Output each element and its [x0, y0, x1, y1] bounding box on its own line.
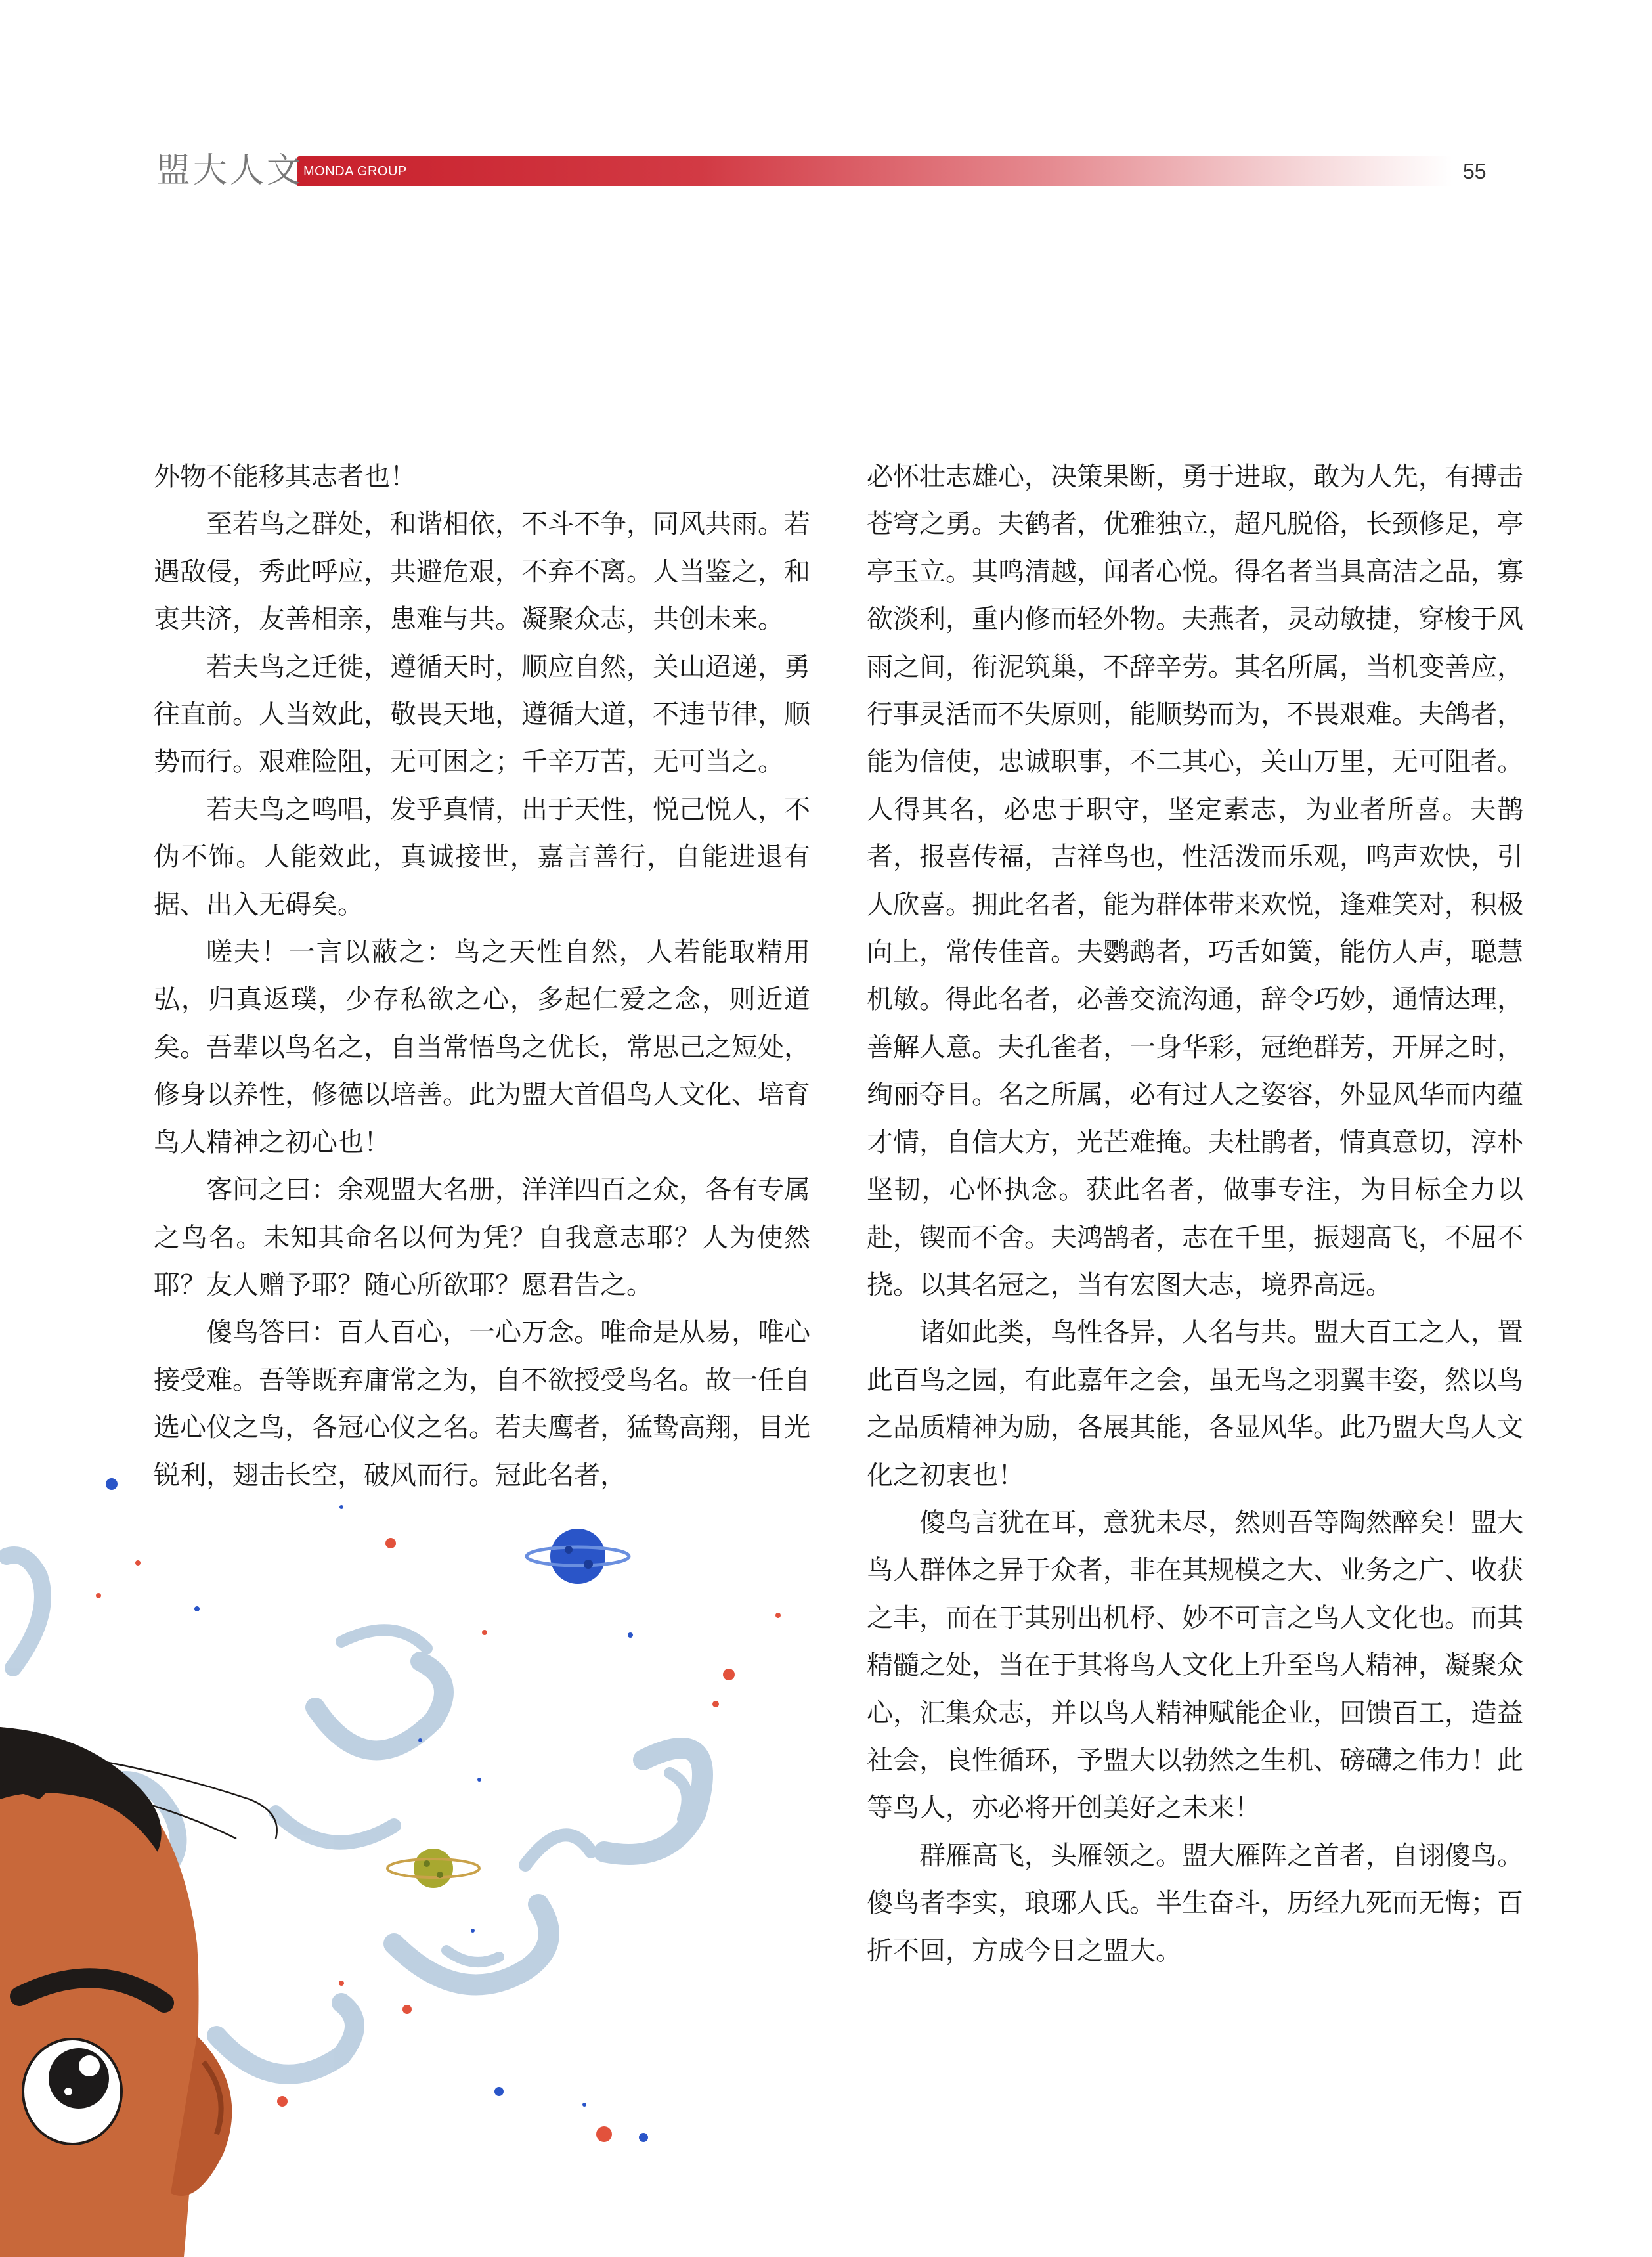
- page-number: 55: [1463, 160, 1487, 183]
- paragraph: 外物不能移其志者也！: [154, 462, 416, 492]
- paragraph: 嗟夫！一言以蔽之：鸟之天性自然，人若能取精用弘，归真返璞，少存私欲之心，多起仁爱之念，则近道矣。吾辈以鸟名之，自当常悟鸟之优长，常思己之短处，修身以养性，修德以培善。此为盟大首倡鸟人文化、培育鸟人精神之初心也！: [154, 937, 810, 1158]
- right-text-column: [867, 453, 1523, 1975]
- green-planet-icon: [387, 1849, 479, 1888]
- boy-head: [0, 1727, 232, 2257]
- section-title: 盟大人文: [156, 151, 304, 190]
- paragraph: 傻鸟答曰：百人百心，一心万念。唯命是从易，唯心接受难。吾等既弃庸常之为，自不欲授受鸟名。故一任自选心仪之鸟，各冠心仪之名。若夫鹰者，猛鸷高翔，目光锐利，翅击长空，破风而行。冠此名者，: [154, 1317, 810, 1491]
- header-accent-bar: [297, 156, 1452, 186]
- paragraph: 傻鸟言犹在耳，意犹未尽，然则吾等陶然醉矣！盟大鸟人群体之异于众者，非在其规模之大、业务之广、收获之丰，而在于其别出机杼、妙不可言之鸟人文化也。而其精髓之处，当在于其将鸟人文化上升至鸟人精神，凝聚众心，汇集众志，并以鸟人精神赋能企业，回馈百工，造益社会，良性循环，予盟大以勃然之生机、磅礴之伟力！此等鸟人，亦必将开创美好之未来！: [867, 1507, 1523, 1824]
- space-boy-illustration: [0, 1445, 840, 2257]
- paragraph: 若夫鸟之迁徙，遵循天时，顺应自然，关山迢递，勇往直前。人当效此，敬畏天地，遵循大道，不违节律，顺势而行。艰难险阻，无可困之；千辛万苦，无可当之。: [154, 651, 810, 778]
- paragraph: 必怀壮志雄心，决策果断，勇于进取，敢为人先，有搏击苍穹之勇。夫鹤者，优雅独立，超凡脱俗，长颈修足，亭亭玉立。其鸣清越，闻者心悦。得名者当具高洁之品，寡欲淡利，重内修而轻外物。夫燕者，灵动敏捷，穿梭于风雨之间，衔泥筑巢，不辞辛劳。其名所属，当机变善应，行事灵活而不失原则，能顺势而为，不畏艰难。夫鸽者，能为信使，忠诚职事，不二其心，关山万里，无可阻者。人得其名，必忠于职守，坚定素志，为业者所喜。夫鹊者，报喜传福，吉祥鸟也，性活泼而乐观，鸣声欢快，引人欣喜。拥此名者，能为群体带来欢悦，逢难笑对，积极向上，常传佳音。夫鹦鹉者，巧舌如簧，能仿人声，聪慧机敏。得此名者，必善交流沟通，辞令巧妙，通情达理，善解人意。夫孔雀者，一身华彩，冠绝群芳，开屏之时，绚丽夺目。名之所属，必有过人之姿容，外显风华而内蕴才情，自信大方，光芒难掩。夫杜鹃者，情真意切，淳朴坚韧，心怀执念。获此名者，做事专注，为目标全力以赴，锲而不舍。夫鸿鹄者，志在千里，振翅高飞，不屈不挠。以其名冠之，当有宏图大志，境界高远。: [867, 462, 1523, 1300]
- paragraph: 至若鸟之群处，和谐相依，不斗不争，同风共雨。若遇敌侵，秀此呼应，共避危艰，不弃不离。人当鉴之，和衷共济，友善相亲，患难与共。凝聚众志，共创未来。: [154, 509, 810, 635]
- paragraph: 客问之曰：余观盟大名册，洋洋四百之众，各有专属之鸟名。未知其命名以何为凭？自我意志耶？人为使然耶？友人赠予耶？随心所欲耶？愿君告之。: [154, 1175, 810, 1300]
- paragraph: 若夫鸟之鸣唱，发乎真情，出于天性，悦己悦人，不伪不饰。人能效此，真诚接世，嘉言善行，自能进退有据、出入无碍矣。: [154, 794, 810, 920]
- paragraph: 群雁高飞，头雁领之。盟大雁阵之首者，自诩傻鸟。傻鸟者李实，琅琊人氏。半生奋斗，历经九死而无悔；百折不回，方成今日之盟大。: [867, 1840, 1523, 1966]
- brand-label: MONDA GROUP: [303, 164, 407, 179]
- blue-planet-icon: [527, 1529, 629, 1584]
- left-text-column: [154, 453, 810, 1499]
- paragraph: 诸如此类，鸟性各异，人名与共。盟大百工之人，置此百鸟之园，有此嘉年之会，虽无鸟之羽翼丰姿，然以鸟之品质精神为励，各展其能，各显风华。此乃盟大鸟人文化之初衷也！: [867, 1317, 1523, 1491]
